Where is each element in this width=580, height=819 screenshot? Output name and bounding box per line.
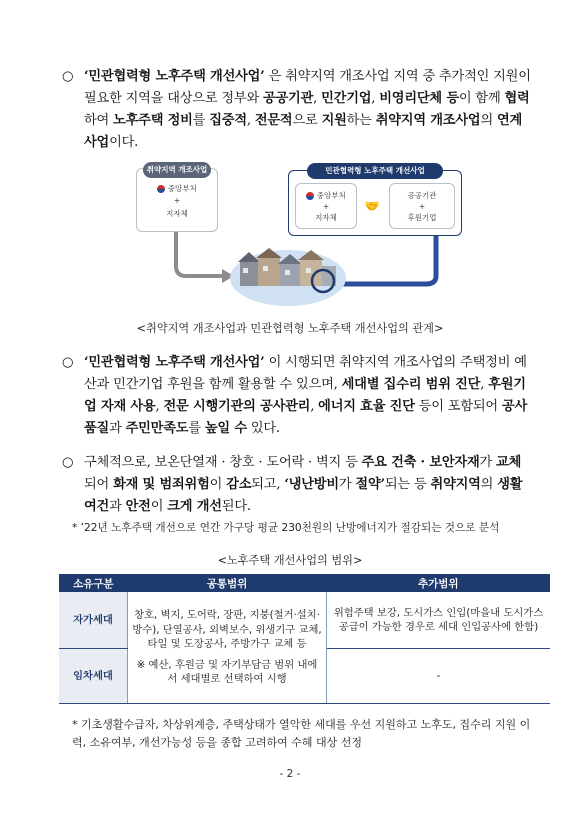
left-local-gov: 지자체 (166, 209, 188, 218)
taegeuk-icon (306, 192, 314, 200)
common-scope-cell (128, 592, 327, 704)
right-local-gov: 지자체 (315, 213, 337, 222)
energy-savings-footnote: * ’22년 노후주택 개선으로 연간 가구당 평균 230천원의 난방에너지가 절감되는 것으로 분석 (72, 522, 500, 534)
right-central-gov: 중앙부처 (296, 190, 356, 201)
paragraph-specific-effects (62, 452, 532, 518)
right-program-box (288, 166, 462, 236)
selection-criteria-footnote: * 기초생활수급자, 차상위계층, 주택상태가 열악한 세대를 우선 지원하고 노후도, 집수리 지원 이력, 소유여부, 개선가능성 등을 종합 고려하여 수혜 대상 선정 (72, 718, 531, 749)
handshake-icon: 🤝 (364, 199, 380, 213)
right-partner-subbox (389, 183, 455, 229)
common-scope-items: 창호, 벽지, 도어락, 장판, 지붕(철거·설치·방수), 단열공사, 외벽보수, 위생기구 교체, 타일 및 도장공사, 주방가구 교체 등 (132, 609, 322, 651)
program-relationship-diagram (118, 158, 463, 306)
village-illustration (230, 248, 346, 306)
left-central-gov: 중앙부처 (137, 183, 217, 194)
page-number: - 2 - (279, 768, 301, 780)
diagram-caption: <취약지역 개조사업과 민관협력형 노후주택 개선사업의 관계> (136, 322, 444, 335)
header-additional-scope: 추가범위 (327, 574, 551, 592)
paragraph-text: 구체적으로, 보온단열재 · 창호 · 도어락 · 벽지 등 주요 건축 · 보안자재가 교체되어 화재 및 범죄위험이 감소되고, ‘냉난방비가 절약’되는 등 취약지역의 생활여건과 안전이 크게 개선된다. (84, 455, 523, 514)
right-plus-a: + (322, 202, 330, 211)
bullet-circle: ○ (62, 455, 74, 470)
program-name: ‘민관협력형 노후주택 개선사업’ (84, 69, 265, 84)
gray-flow-arrow (176, 232, 222, 276)
left-box-title: 취약지역 개조사업 (143, 162, 211, 178)
bullet-circle: ○ (62, 69, 74, 84)
common-scope-note: ※ 예산, 후원금 및 자기부담금 범위 내에서 세대별로 선택하여 시행 (136, 658, 318, 686)
table-row (59, 592, 550, 649)
header-ownership: 소유구분 (59, 574, 128, 592)
right-box-title: 민관협력형 노후주택 개선사업 (307, 163, 443, 179)
row-tenant: 임차세대 (59, 649, 128, 704)
scope-table (59, 574, 550, 704)
left-program-box (136, 165, 218, 232)
paragraph-text: ‘민관협력형 노후주택 개선사업’ 이 시행되면 취약지역 개조사업의 주택정비 예산과 민간기업 후원을 함께 활용할 수 있으며, 세대별 집수리 범위 진단, 후원기업 자재 사용, 전문 시행기관의 공사관리, 에너지 효율 진단 등이 포함되어 공사품질과 주민만족도를 높일 수 있다. (84, 355, 528, 436)
table-header-row (59, 574, 550, 592)
paragraph-text: ‘민관협력형 노후주택 개선사업’ 은 취약지역 개조사업 지역 중 추가적인 지원이 필요한 지역을 대상으로 정부와 공공기관, 민간기업, 비영리단체 등이 함께 협력하여 노후주택 정비를 집중적, 전문적으로 지원하는 취약지역 개조사업의 연계사업이다. (84, 69, 531, 150)
owner-additional-scope: 위험주택 보강, 도시가스 인입(마을내 도시가스 공급이 가능한 경우로 세대 인입공사에 한함) (327, 592, 551, 649)
left-plus: + (173, 196, 181, 205)
paragraph-program-effects (62, 352, 532, 440)
table-caption: <노후주택 개선사업의 범위> (217, 554, 363, 567)
header-common-scope: 공통범위 (128, 574, 327, 592)
paragraph-program-definition (62, 66, 532, 154)
bullet-circle: ○ (62, 355, 74, 370)
row-owner-occupied: 자가세대 (59, 592, 128, 649)
right-sponsor: 후원기업 (407, 213, 437, 222)
right-gov-subbox (295, 183, 357, 229)
right-plus-b: + (418, 202, 426, 211)
tenant-additional-scope: - (327, 649, 551, 704)
right-public-inst: 공공기관 (407, 191, 437, 200)
taegeuk-icon (157, 185, 165, 193)
